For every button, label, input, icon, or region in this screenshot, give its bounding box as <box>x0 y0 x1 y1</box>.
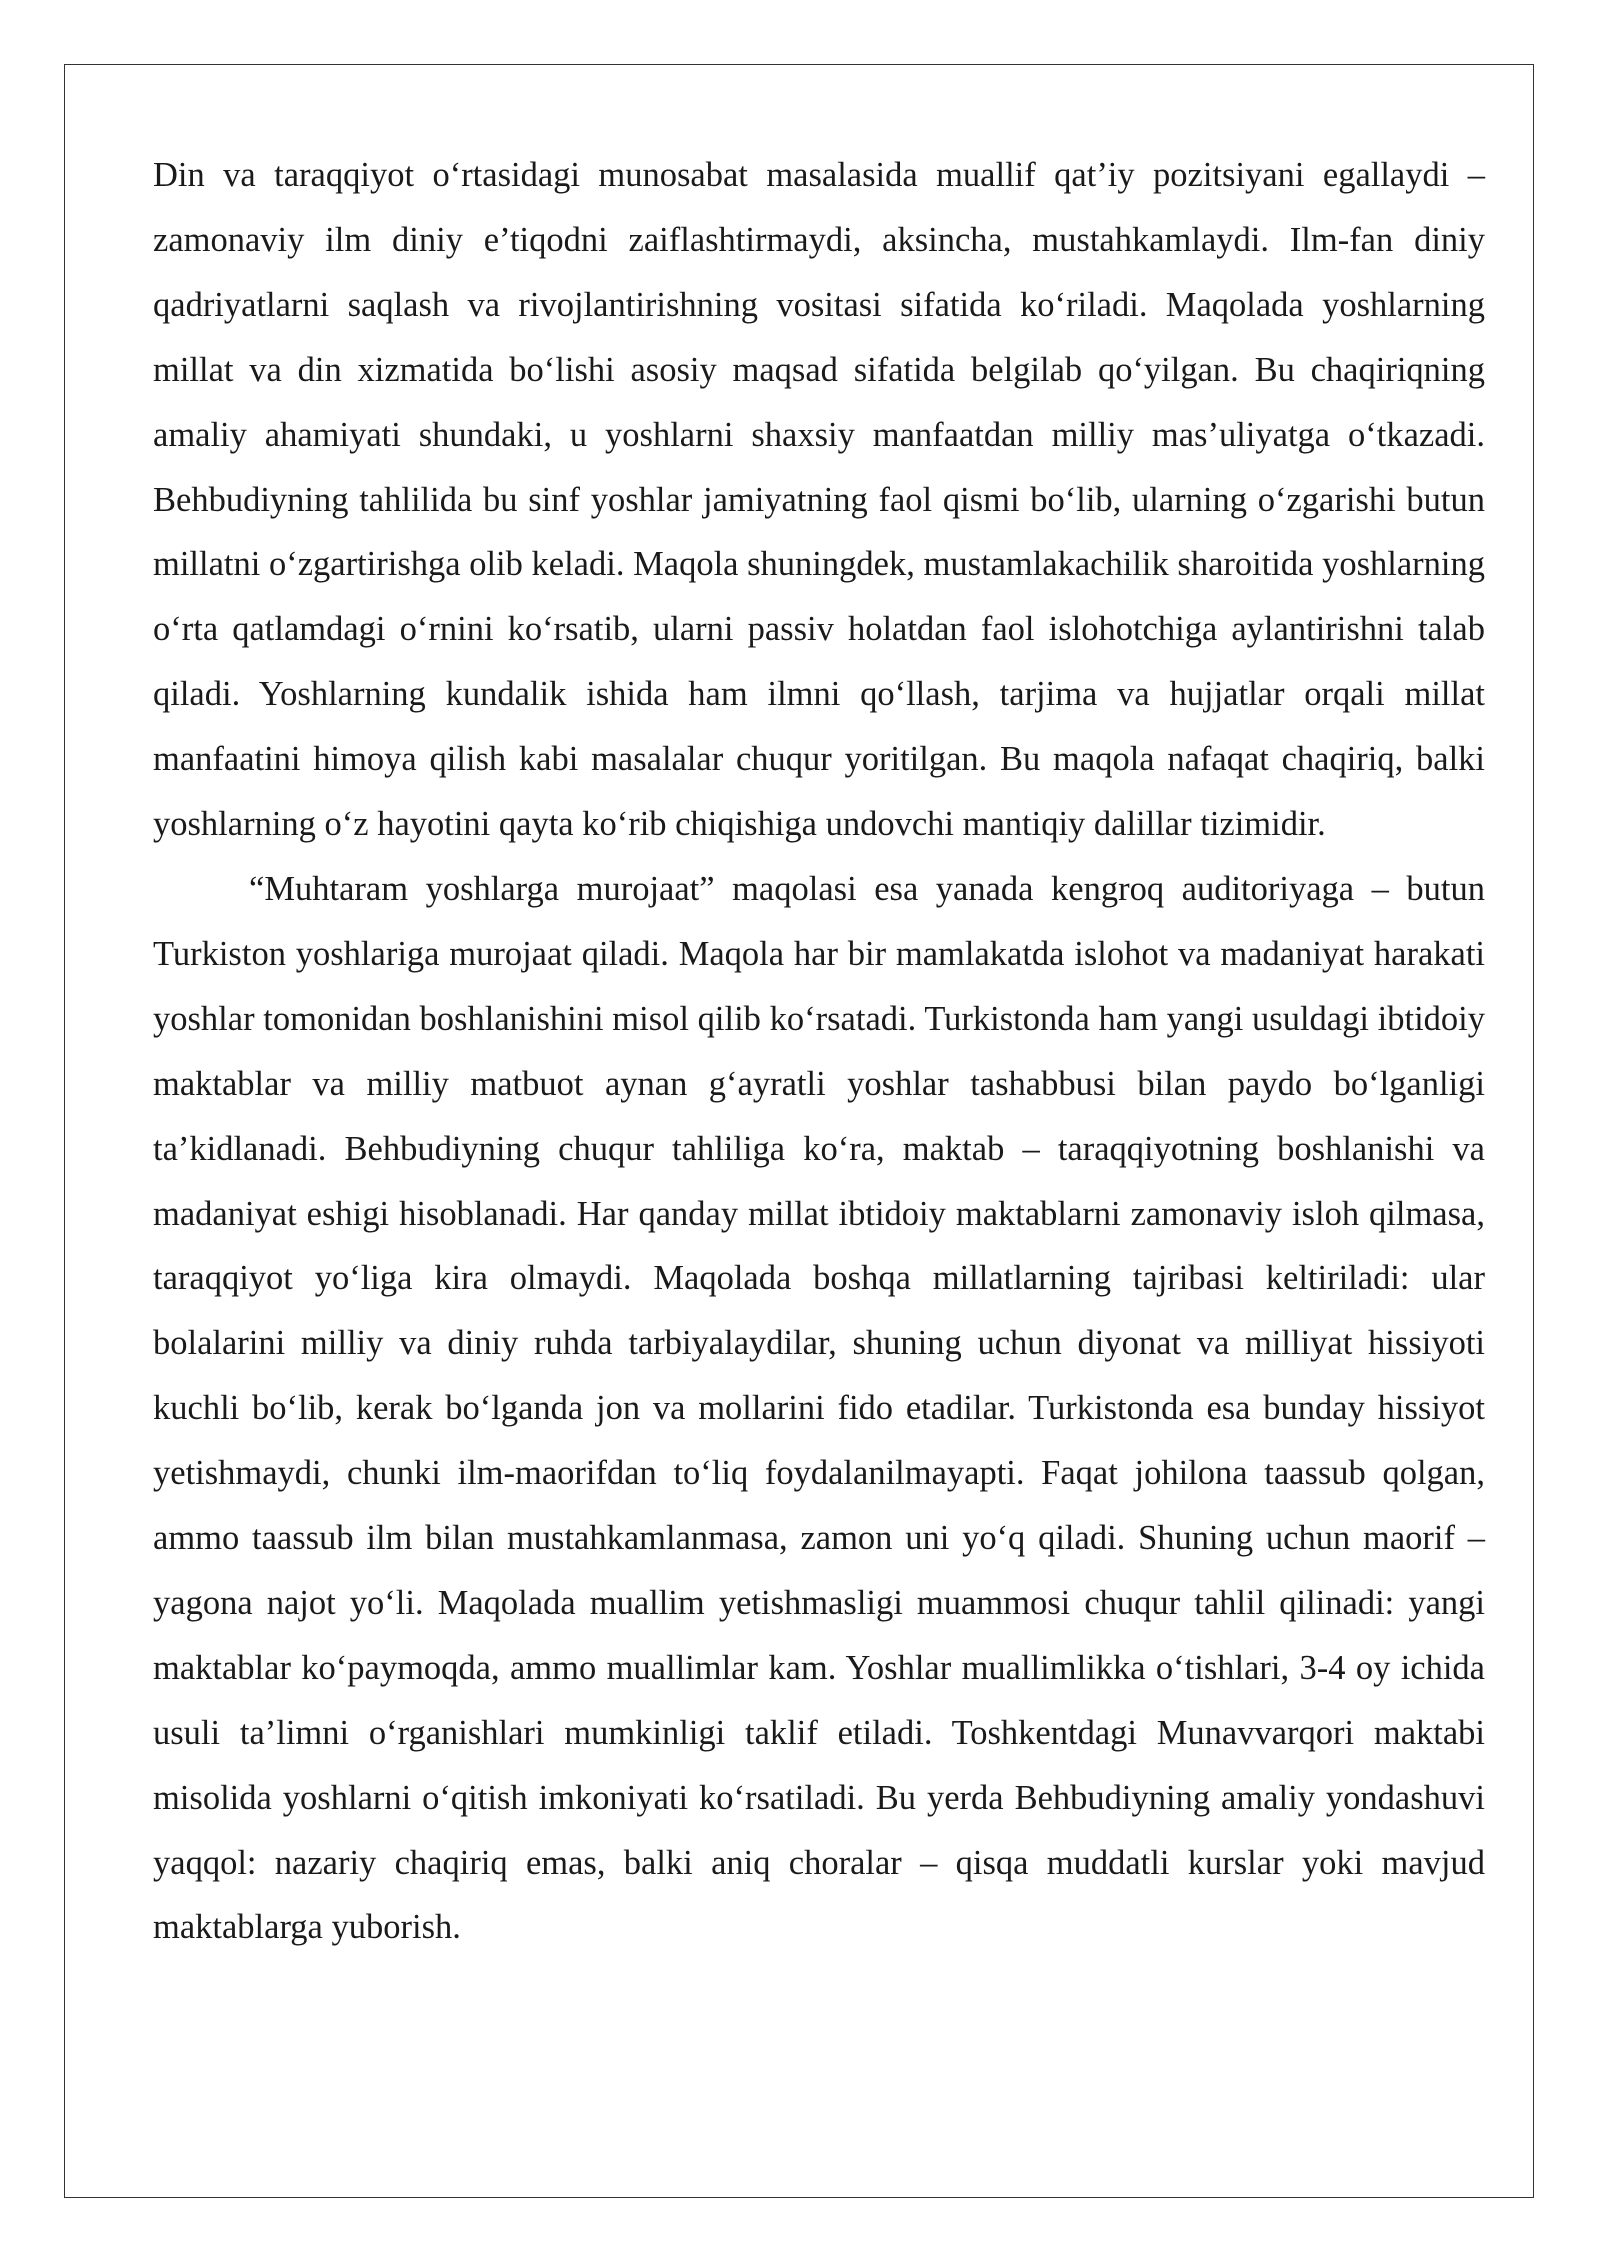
paragraph-1: Din va taraqqiyot o‘rtasidagi munosabat masalasida muallif qat’iy pozitsiyani egallaydi – zamonaviy ilm diniy e’tiqodni zaiflashtirmaydi, aksincha, mustahkamlaydi. Ilm-fan diniy qadriyatlarni saqlash va rivojlantirishning vositasi sifatida ko‘riladi. Maqolada yoshlarning millat va din xizmatida bo‘lishi asosiy maqsad sifatida belgilab qo‘yilgan. Bu chaqiriqning amaliy ahamiyati shundaki, u yoshlarni shaxsiy manfaatdan milliy mas’uliyatga o‘tkazadi. Behbudiyning tahlilida bu sinf yoshlar jamiyatning faol qismi bo‘lib, ularning o‘zgarishi butun millatni o‘zgartirishga olib keladi. Maqola shuningdek, mustamlakachilik sharoitida yoshlarning o‘rta qatlamdagi o‘rnini ko‘rsatib, ularni passiv holatdan faol islohotchiga aylantirishni talab qiladi. Yoshlarning kundalik ishida ham ilmni qo‘llash, tarjima va hujjatlar orqali millat manfaatini himoya qilish kabi masalalar chuqur yoritilgan. Bu maqola nafaqat chaqiriq, balki yoshlarning o‘z hayotini qayta ko‘rib chiqishiga undovchi mantiqiy dalillar tizimidir. <box>153 156 1485 844</box>
document-body <box>153 143 1485 1960</box>
paragraph-2: “Muhtaram yoshlarga murojaat” maqolasi esa yanada kengroq auditoriyaga – butun Turkiston yoshlariga murojaat qiladi. Maqola har bir mamlakatda islohot va madaniyat harakati yoshlar tomonidan boshlanishini misol qilib ko‘rsatadi. Turkistonda ham yangi usuldagi ibtidoiy maktablar va milliy matbuot aynan g‘ayratli yoshlar tashabbusi bilan paydo bo‘lganligi ta’kidlanadi. Behbudiyning chuqur tahliliga ko‘ra, maktab – taraqqiyotning boshlanishi va madaniyat eshigi hisoblanadi. Har qanday millat ibtidoiy maktablarni zamonaviy isloh qilmasa, taraqqiyot yo‘liga kira olmaydi. Maqolada boshqa millatlarning tajribasi keltiriladi: ular bolalarini milliy va diniy ruhda tarbiyalaydilar, shuning uchun diyonat va milliyat hissiyoti kuchli bo‘lib, kerak bo‘lganda jon va mollarini fido etadilar. Turkistonda esa bunday hissiyot yetishmaydi, chunki ilm-maorifdan to‘liq foydalanilmayapti. Faqat johilona taassub qolgan, ammo taassub ilm bilan mustahkamlanmasa, zamon uni yo‘q qiladi. Shuning uchun maorif – yagona najot yo‘li. Maqolada muallim yetishmasligi muammosi chuqur tahlil qilinadi: yangi maktablar ko‘paymoqda, ammo muallimlar kam. Yoshlar muallimlikka o‘tishlari, 3-4 oy ichida usuli ta’limni o‘rganishlari mumkinligi taklif etiladi. Toshkentdagi Munavvarqori maktabi misolida yoshlarni o‘qitish imkoniyati ko‘rsatiladi. Bu yerda Behbudiyning amaliy yondashuvi yaqqol: nazariy chaqiriq emas, balki aniq choralar – qisqa muddatli kurslar yoki mavjud maktablarga yuborish. <box>153 869 1485 1947</box>
